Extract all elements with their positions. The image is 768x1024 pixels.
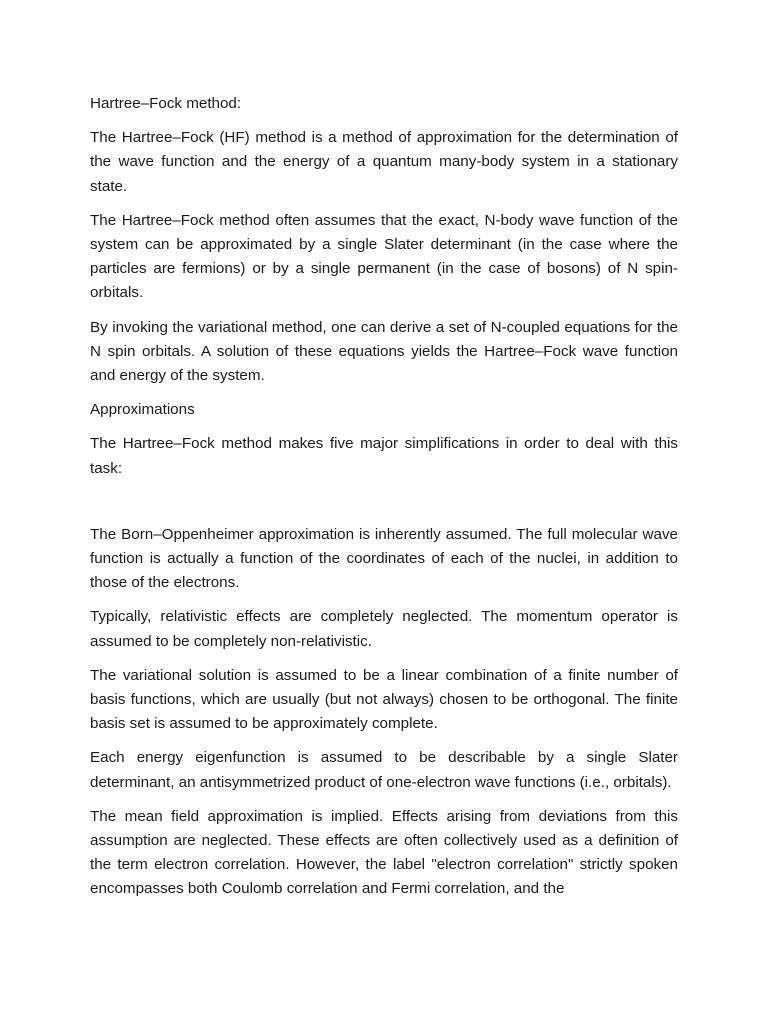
section-heading: Approximations xyxy=(90,401,195,419)
simplification-paragraph: The variational solution is assumed to be a linear combination of a finite number of basis functions, which are usually (but not always) chosen to be orthogonal. The finite basis set is assumed to be approximately complete. xyxy=(90,666,678,733)
simplification-paragraph: The Born–Oppenheimer approximation is inherently assumed. The full molecular wave function is actually a function of the coordinates of each of the nuclei, in addition to those of the electrons. xyxy=(90,525,678,592)
document-body xyxy=(90,92,678,912)
simplification-paragraph: Each energy eigenfunction is assumed to be describable by a single Slater determinant, an antisymmetrized product of one-electron wave functions (i.e., orbitals). xyxy=(90,749,678,791)
intro-paragraph: The Hartree–Fock method often assumes that the exact, N-body wave function of the system can be approximated by a single Slater determinant (in the case where the particles are fermions) or by a single permanent (in the case of bosons) of N spin-orbitals. xyxy=(90,211,678,302)
intro-paragraph: The Hartree–Fock (HF) method is a method of approximation for the determination of the wave function and the energy of a quantum many-body system in a stationary state. xyxy=(90,129,678,195)
intro-paragraph: By invoking the variational method, one can derive a set of N-coupled equations for the N spin orbitals. A solution of these equations yields the Hartree–Fock wave function and energy of the system. xyxy=(90,318,678,385)
simplification-paragraph: Typically, relativistic effects are completely neglected. The momentum operator is assumed to be completely non-relativistic. xyxy=(90,608,678,650)
simplification-paragraph: The mean field approximation is implied. Effects arising from deviations from this assumption are neglected. These effects are often collectively used as a definition of the term electron correlation. However, the label "electron correlation" strictly spoken encompasses both Coulomb correlation and Fermi correlation, and the xyxy=(90,807,678,898)
blank-line xyxy=(90,491,678,523)
section-intro: The Hartree–Fock method makes five major simplifications in order to deal with this task: xyxy=(90,435,678,477)
document-title: Hartree–Fock method: xyxy=(90,95,242,112)
